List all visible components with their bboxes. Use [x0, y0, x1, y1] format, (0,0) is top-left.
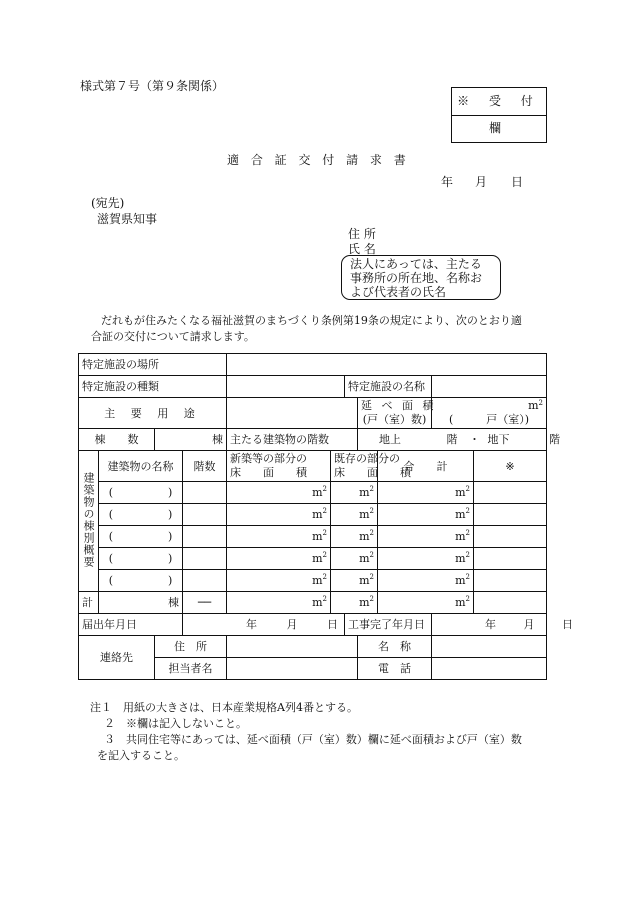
body-text-line-2: 合証の交付について請求します。	[91, 330, 255, 343]
total-new-area-field[interactable]: $m^2$	[227, 592, 331, 614]
mark-field	[474, 504, 547, 526]
total-label: 計	[79, 592, 99, 614]
facility-location-field[interactable]	[227, 354, 547, 376]
building-floors-field[interactable]	[183, 504, 227, 526]
row-dates	[79, 614, 547, 636]
total-area-field[interactable]: $m^2$	[378, 526, 474, 548]
area-unit: m	[312, 574, 323, 587]
notification-day: 日	[327, 618, 338, 631]
contact-phone-label: 電 話	[358, 658, 432, 680]
building-row	[79, 482, 547, 504]
col-existing-area-line-1: 既存の部分の	[334, 452, 400, 465]
note-1: 注１ 用紙の大きさは、日本産業規格A列4番とする。	[90, 701, 358, 714]
area-unit: m	[455, 530, 466, 543]
building-floors-field[interactable]	[183, 526, 227, 548]
area-unit: m	[455, 486, 466, 499]
area-unit: m	[359, 508, 370, 521]
document-title: 適 合 証 交 付 請 求 書	[227, 153, 410, 167]
total-area-field[interactable]: $m^2$	[378, 482, 474, 504]
contact-name-label: 名 称	[358, 636, 432, 658]
mark-field	[474, 526, 547, 548]
row-column-headers	[79, 451, 547, 482]
above-ground-unit: 階	[446, 433, 458, 446]
mark-field	[474, 482, 547, 504]
total-building-count-field[interactable]	[99, 592, 183, 614]
below-ground-unit: 階	[549, 433, 560, 446]
note-3-continued: を記入すること。	[97, 749, 185, 762]
mark-field	[474, 570, 547, 592]
total-area-field[interactable]: $m^2$	[378, 504, 474, 526]
floor-separator: ・	[469, 433, 480, 446]
total-area-field[interactable]: $m^2$	[378, 570, 474, 592]
building-floors-field[interactable]	[183, 548, 227, 570]
col-total: 合 計	[378, 451, 474, 482]
row-total	[79, 592, 547, 614]
facility-name-field[interactable]	[432, 376, 547, 398]
units-value: ( 戸（室）)	[448, 413, 530, 426]
area-unit: m	[359, 596, 370, 609]
main-floors-field[interactable]	[358, 429, 560, 451]
completion-month: 月	[523, 618, 535, 631]
row-facility-type	[79, 376, 547, 398]
facility-location-label: 特定施設の場所	[79, 354, 227, 376]
date-year: 年	[441, 175, 454, 189]
col-new-area	[227, 451, 331, 482]
area-unit: m	[359, 552, 370, 565]
col-floors: 階数	[183, 451, 227, 482]
main-use-label: 主 要 用 途	[79, 398, 227, 429]
date-day: 日	[511, 175, 524, 189]
building-floors-field[interactable]	[183, 482, 227, 504]
completion-day: 日	[562, 618, 573, 631]
building-name-field[interactable]: ( )	[99, 526, 183, 548]
facility-type-label: 特定施設の種類	[79, 376, 227, 398]
contact-label: 連絡先	[79, 636, 155, 680]
building-count-unit: 棟	[212, 433, 223, 446]
floor-area-unit-text: m	[528, 399, 539, 412]
floor-area-label-line-1: 延 べ 面 積	[361, 399, 437, 412]
contact-person-label: 担当者名	[155, 658, 227, 680]
addressee-label: (宛先)	[91, 196, 125, 210]
existing-area-field[interactable]: $m^2$	[331, 504, 378, 526]
col-existing-area-line-2: 床 面 積	[334, 466, 411, 479]
col-building-name: 建築物の名称	[99, 451, 183, 482]
contact-address-field[interactable]	[227, 636, 358, 658]
row-main-use	[79, 398, 547, 429]
overview-label: 建築物の棟別概要	[82, 471, 95, 568]
applicant-note-line-1: 法人にあっては、主たる	[350, 257, 482, 271]
new-area-field[interactable]: $m^2$	[227, 504, 331, 526]
building-name-field[interactable]: ( )	[99, 482, 183, 504]
new-area-field[interactable]: $m^2$	[227, 548, 331, 570]
building-floors-field[interactable]	[183, 570, 227, 592]
contact-phone-field[interactable]	[432, 658, 547, 680]
new-area-field[interactable]: $m^2$	[227, 526, 331, 548]
existing-area-field[interactable]: $m^2$	[331, 548, 378, 570]
col-new-area-line-1: 新築等の部分の	[230, 452, 307, 465]
total-building-unit: 棟	[168, 596, 179, 609]
building-name-field[interactable]: ( )	[99, 570, 183, 592]
area-unit: m	[455, 552, 466, 565]
area-unit: m	[312, 552, 323, 565]
total-mark-field	[474, 592, 547, 614]
building-row	[79, 526, 547, 548]
above-ground-label: 地上	[379, 433, 401, 446]
floor-area-field[interactable]	[432, 398, 547, 429]
below-ground-label: 地下	[487, 433, 510, 446]
floor-area-label	[358, 398, 437, 429]
addressee-name: 滋賀県知事	[97, 212, 158, 226]
total-area-field[interactable]: $m^2$	[378, 548, 474, 570]
row-facility-location	[79, 354, 547, 376]
completion-date-label: 工事完了年月日	[345, 614, 432, 636]
applicant-note-line-2: 事務所の所在地、名称お	[350, 271, 483, 285]
applicant-name-label: 氏 名	[348, 242, 376, 256]
notification-year: 年	[246, 618, 257, 631]
facility-name-label: 特定施設の名称	[345, 376, 432, 398]
building-count-field[interactable]	[155, 429, 227, 451]
date-month: 月	[475, 175, 488, 189]
overview-label-cell	[79, 451, 99, 592]
area-unit: m	[455, 508, 466, 521]
mark-field	[474, 548, 547, 570]
area-unit: m	[359, 486, 370, 499]
building-name-field[interactable]: ( )	[99, 504, 183, 526]
area-unit: m	[455, 596, 466, 609]
building-count-label: 棟 数	[79, 429, 155, 451]
contact-name-field[interactable]	[432, 636, 547, 658]
contact-address-label: 住 所	[155, 636, 227, 658]
notification-date-field[interactable]	[183, 614, 345, 636]
building-row	[79, 570, 547, 592]
area-unit: m	[359, 574, 370, 587]
notification-month: 月	[286, 618, 298, 631]
completion-date-field[interactable]	[432, 614, 573, 636]
area-unit: m	[312, 596, 323, 609]
building-row	[79, 504, 547, 526]
building-row	[79, 548, 547, 570]
total-floors-dash: ──	[183, 592, 227, 614]
existing-area-field[interactable]: $m^2$	[331, 482, 378, 504]
area-unit: m	[312, 508, 323, 521]
area-unit: m	[312, 530, 323, 543]
receipt-label: ※ 受 付 欄	[452, 88, 546, 116]
col-mark: ※	[474, 451, 547, 482]
floor-area-label-line-2: (戸（室）数)	[362, 413, 427, 426]
applicant-address-label: 住 所	[348, 227, 376, 241]
main-floors-label: 主たる建築物の階数	[227, 429, 358, 451]
area-unit: m	[359, 530, 370, 543]
note-3: ３ 共同住宅等にあっては、延べ面積（戸（室）数）欄に延べ面積および戸（室）数	[104, 733, 522, 746]
col-new-area-line-2: 床 面 積	[230, 466, 307, 479]
new-area-field[interactable]: $m^2$	[227, 570, 331, 592]
existing-area-field[interactable]: $m^2$	[331, 526, 378, 548]
completion-year: 年	[485, 618, 496, 631]
row-building-count	[79, 429, 547, 451]
building-name-field[interactable]: ( )	[99, 548, 183, 570]
existing-area-field[interactable]: $m^2$	[331, 570, 378, 592]
new-area-field[interactable]: $m^2$	[227, 482, 331, 504]
area-unit: m	[455, 574, 466, 587]
total-existing-area-field[interactable]: $m^2$	[331, 592, 378, 614]
row-contact-1	[79, 636, 547, 658]
notification-date-label: 届出年月日	[79, 614, 183, 636]
note-2: ２ ※欄は記入しないこと。	[104, 717, 247, 730]
total-total-area-field[interactable]: $m^2$	[378, 592, 474, 614]
form-number: 様式第７号（第９条関係）	[80, 79, 225, 93]
floor-area-unit: $m^2$	[528, 399, 543, 412]
contact-person-field[interactable]	[227, 658, 358, 680]
receipt-box	[451, 87, 547, 143]
facility-type-field[interactable]	[227, 376, 345, 398]
main-use-field[interactable]	[227, 398, 358, 429]
area-unit: m	[312, 486, 323, 499]
request-table	[78, 353, 573, 680]
col-existing-area	[331, 451, 411, 482]
applicant-note-line-3: よび代表者の氏名	[350, 285, 447, 299]
body-text-line-1: だれもが住みたくなる福祉滋賀のまちづくり条例第19条の規定により、次のとおり適	[101, 314, 522, 327]
